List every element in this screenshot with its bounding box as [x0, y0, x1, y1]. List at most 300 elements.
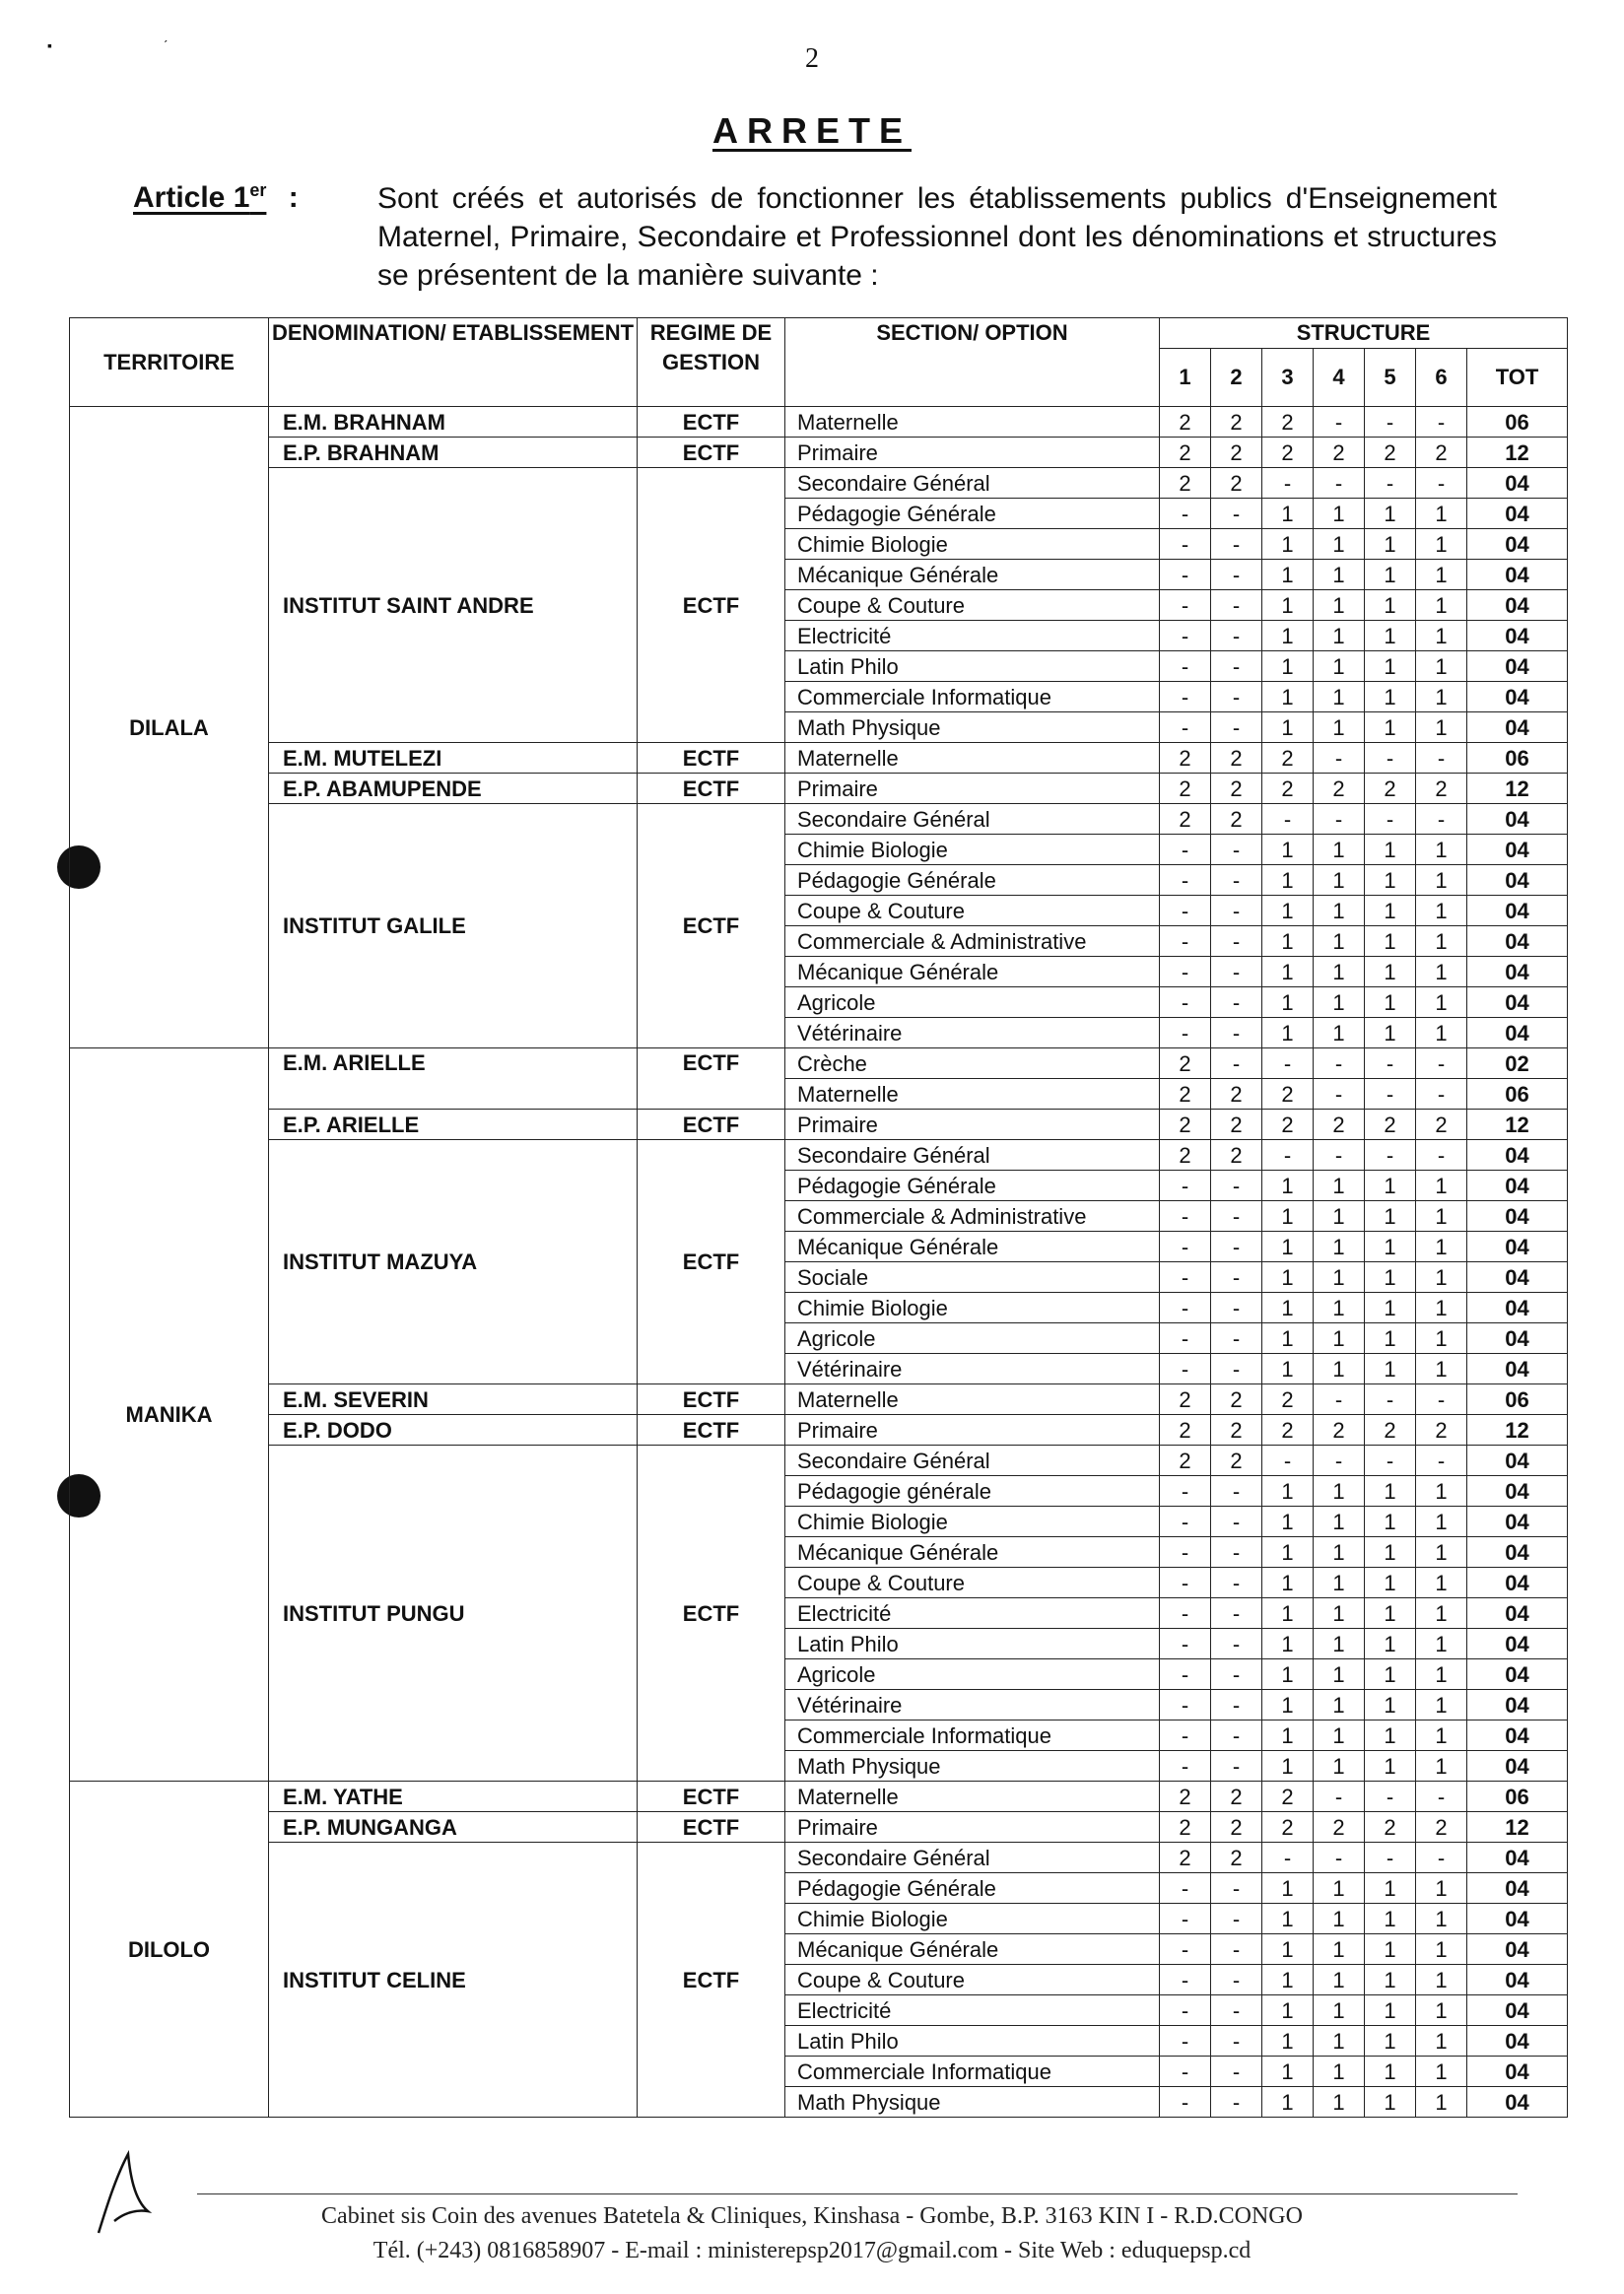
level-cell: 1: [1416, 712, 1467, 743]
level-cell: 1: [1314, 1018, 1365, 1048]
level-cell: 1: [1416, 1476, 1467, 1507]
header-denomination: DENOMINATION/ ETABLISSEMENT: [269, 318, 638, 407]
territory-cell: DILALA: [70, 407, 269, 1048]
level-cell: 1: [1416, 590, 1467, 621]
level-cell: 2: [1314, 1415, 1365, 1446]
level-cell: 1: [1262, 1018, 1314, 1048]
level-cell: 1: [1365, 1354, 1416, 1384]
establishment-cell: INSTITUT MAZUYA: [269, 1140, 638, 1384]
level-cell: -: [1314, 1048, 1365, 1079]
total-cell: 12: [1467, 1415, 1568, 1446]
level-cell: -: [1160, 1751, 1211, 1782]
level-cell: 1: [1365, 1720, 1416, 1751]
level-cell: 1: [1314, 651, 1365, 682]
level-cell: -: [1314, 1782, 1365, 1812]
level-cell: 1: [1416, 1323, 1467, 1354]
table-row: [70, 1812, 1568, 1843]
level-cell: -: [1211, 1568, 1262, 1598]
level-cell: 2: [1160, 1415, 1211, 1446]
header-level: 4: [1314, 349, 1365, 407]
section-cell: Primaire: [785, 438, 1160, 468]
level-cell: -: [1160, 682, 1211, 712]
regime-cell: ECTF: [638, 743, 785, 774]
level-cell: 1: [1416, 1629, 1467, 1659]
level-cell: 1: [1262, 926, 1314, 957]
regime-cell: ECTF: [638, 774, 785, 804]
level-cell: -: [1160, 2057, 1211, 2087]
level-cell: -: [1262, 804, 1314, 835]
total-cell: 04: [1467, 1598, 1568, 1629]
level-cell: 1: [1314, 590, 1365, 621]
table-row: [70, 804, 1568, 835]
regime-cell: ECTF: [638, 1812, 785, 1843]
level-cell: 1: [1365, 1568, 1416, 1598]
level-cell: 1: [1365, 682, 1416, 712]
section-cell: Secondaire Général: [785, 1140, 1160, 1171]
level-cell: -: [1211, 1751, 1262, 1782]
level-cell: -: [1211, 1873, 1262, 1904]
level-cell: -: [1314, 1843, 1365, 1873]
level-cell: -: [1211, 2026, 1262, 2057]
level-cell: -: [1211, 1629, 1262, 1659]
level-cell: 1: [1365, 865, 1416, 896]
header-structure: STRUCTURE: [1160, 318, 1568, 349]
level-cell: -: [1160, 1537, 1211, 1568]
total-cell: 04: [1467, 804, 1568, 835]
level-cell: 2: [1416, 1812, 1467, 1843]
level-cell: 2: [1211, 804, 1262, 835]
level-cell: -: [1160, 560, 1211, 590]
level-cell: -: [1211, 682, 1262, 712]
footer-rule: [197, 2193, 1518, 2194]
total-cell: 04: [1467, 682, 1568, 712]
level-cell: 2: [1314, 774, 1365, 804]
total-cell: 04: [1467, 651, 1568, 682]
level-cell: 1: [1416, 1232, 1467, 1262]
level-cell: 1: [1262, 499, 1314, 529]
level-cell: -: [1211, 499, 1262, 529]
level-cell: 2: [1160, 774, 1211, 804]
section-cell: Maternelle: [785, 743, 1160, 774]
total-cell: 04: [1467, 1446, 1568, 1476]
total-cell: 04: [1467, 1629, 1568, 1659]
level-cell: -: [1211, 1537, 1262, 1568]
section-cell: Commerciale & Administrative: [785, 1201, 1160, 1232]
level-cell: 2: [1160, 1079, 1211, 1110]
article-label-text: Article 1: [133, 181, 250, 214]
level-cell: 1: [1262, 896, 1314, 926]
level-cell: 1: [1416, 1934, 1467, 1965]
level-cell: -: [1160, 651, 1211, 682]
level-cell: -: [1160, 865, 1211, 896]
section-cell: Secondaire Général: [785, 1446, 1160, 1476]
regime-cell: ECTF: [638, 1048, 785, 1110]
level-cell: -: [1211, 529, 1262, 560]
total-cell: 04: [1467, 1293, 1568, 1323]
level-cell: -: [1211, 2087, 1262, 2118]
table-row: [70, 1140, 1568, 1171]
level-cell: 1: [1314, 926, 1365, 957]
article-label: [133, 180, 299, 215]
level-cell: -: [1211, 1904, 1262, 1934]
level-cell: 1: [1314, 1476, 1365, 1507]
regime-cell: ECTF: [638, 804, 785, 1048]
level-cell: 1: [1416, 1598, 1467, 1629]
level-cell: -: [1365, 1446, 1416, 1476]
header-section: SECTION/ OPTION: [785, 318, 1160, 407]
level-cell: 1: [1314, 1720, 1365, 1751]
level-cell: 2: [1211, 1140, 1262, 1171]
level-cell: 1: [1262, 2026, 1314, 2057]
level-cell: -: [1160, 621, 1211, 651]
level-cell: 1: [1416, 651, 1467, 682]
total-cell: 06: [1467, 1384, 1568, 1415]
section-cell: Crèche: [785, 1048, 1160, 1079]
level-cell: -: [1160, 957, 1211, 987]
level-cell: 1: [1314, 1598, 1365, 1629]
level-cell: 1: [1365, 1018, 1416, 1048]
total-cell: 04: [1467, 1476, 1568, 1507]
level-cell: 1: [1416, 1873, 1467, 1904]
total-cell: 04: [1467, 712, 1568, 743]
level-cell: -: [1365, 804, 1416, 835]
level-cell: 1: [1262, 1690, 1314, 1720]
level-cell: -: [1211, 865, 1262, 896]
total-cell: 04: [1467, 1873, 1568, 1904]
level-cell: -: [1365, 1843, 1416, 1873]
level-cell: 1: [1365, 1995, 1416, 2026]
section-cell: Math Physique: [785, 2087, 1160, 2118]
level-cell: -: [1160, 1904, 1211, 1934]
level-cell: 1: [1365, 1232, 1416, 1262]
level-cell: 2: [1365, 438, 1416, 468]
level-cell: 1: [1416, 682, 1467, 712]
total-cell: 04: [1467, 1507, 1568, 1537]
header-level: 3: [1262, 349, 1314, 407]
total-cell: 04: [1467, 1995, 1568, 2026]
level-cell: 1: [1314, 499, 1365, 529]
level-cell: -: [1262, 468, 1314, 499]
section-cell: Coupe & Couture: [785, 1965, 1160, 1995]
level-cell: -: [1211, 1995, 1262, 2026]
total-cell: 04: [1467, 1934, 1568, 1965]
level-cell: 1: [1262, 712, 1314, 743]
section-cell: Secondaire Général: [785, 468, 1160, 499]
level-cell: 2: [1211, 468, 1262, 499]
regime-cell: ECTF: [638, 1415, 785, 1446]
table-row: [70, 407, 1568, 438]
level-cell: 1: [1262, 1201, 1314, 1232]
level-cell: -: [1160, 2087, 1211, 2118]
level-cell: 2: [1416, 438, 1467, 468]
level-cell: 1: [1262, 1995, 1314, 2026]
level-cell: 1: [1365, 1751, 1416, 1782]
level-cell: 1: [1416, 987, 1467, 1018]
level-cell: 1: [1416, 1262, 1467, 1293]
level-cell: 1: [1416, 835, 1467, 865]
level-cell: -: [1314, 468, 1365, 499]
total-cell: 12: [1467, 1110, 1568, 1140]
level-cell: 1: [1314, 2026, 1365, 2057]
section-cell: Pédagogie Générale: [785, 1171, 1160, 1201]
level-cell: 1: [1314, 1751, 1365, 1782]
scan-specks: ▪ ˊ: [47, 37, 169, 53]
level-cell: -: [1262, 1446, 1314, 1476]
total-cell: 04: [1467, 1690, 1568, 1720]
level-cell: -: [1160, 1934, 1211, 1965]
regime-cell: ECTF: [638, 438, 785, 468]
level-cell: -: [1160, 590, 1211, 621]
level-cell: 1: [1416, 2026, 1467, 2057]
total-cell: 04: [1467, 468, 1568, 499]
level-cell: 2: [1160, 1140, 1211, 1171]
level-cell: -: [1211, 1690, 1262, 1720]
level-cell: 1: [1365, 1537, 1416, 1568]
level-cell: -: [1314, 1446, 1365, 1476]
level-cell: 1: [1365, 712, 1416, 743]
level-cell: 1: [1416, 1201, 1467, 1232]
level-cell: 1: [1262, 1323, 1314, 1354]
level-cell: 1: [1365, 1293, 1416, 1323]
level-cell: -: [1314, 804, 1365, 835]
level-cell: -: [1160, 896, 1211, 926]
level-cell: 2: [1262, 438, 1314, 468]
regime-cell: ECTF: [638, 468, 785, 743]
level-cell: -: [1211, 1201, 1262, 1232]
level-cell: 1: [1314, 560, 1365, 590]
level-cell: 2: [1262, 774, 1314, 804]
section-cell: Latin Philo: [785, 1629, 1160, 1659]
total-cell: 02: [1467, 1048, 1568, 1079]
total-cell: 06: [1467, 1782, 1568, 1812]
level-cell: 1: [1262, 1751, 1314, 1782]
level-cell: -: [1365, 1079, 1416, 1110]
level-cell: 1: [1314, 1659, 1365, 1690]
section-cell: Commerciale Informatique: [785, 682, 1160, 712]
level-cell: 1: [1365, 1262, 1416, 1293]
level-cell: 1: [1416, 621, 1467, 651]
section-cell: Chimie Biologie: [785, 529, 1160, 560]
total-cell: 04: [1467, 1323, 1568, 1354]
level-cell: -: [1416, 804, 1467, 835]
level-cell: 1: [1416, 957, 1467, 987]
level-cell: 1: [1314, 987, 1365, 1018]
total-cell: 04: [1467, 560, 1568, 590]
level-cell: 2: [1262, 1110, 1314, 1140]
level-cell: 2: [1416, 774, 1467, 804]
document-title: ARRETE: [711, 110, 912, 151]
section-cell: Chimie Biologie: [785, 1293, 1160, 1323]
level-cell: -: [1211, 712, 1262, 743]
section-cell: Vétérinaire: [785, 1018, 1160, 1048]
level-cell: 1: [1314, 682, 1365, 712]
level-cell: 1: [1314, 1873, 1365, 1904]
level-cell: 2: [1211, 1079, 1262, 1110]
level-cell: -: [1211, 896, 1262, 926]
level-cell: 2: [1211, 1384, 1262, 1415]
level-cell: 1: [1365, 2087, 1416, 2118]
level-cell: 1: [1314, 1904, 1365, 1934]
level-cell: 2: [1211, 743, 1262, 774]
total-cell: 04: [1467, 1140, 1568, 1171]
section-cell: Vétérinaire: [785, 1354, 1160, 1384]
level-cell: 1: [1416, 1904, 1467, 1934]
table-row: [70, 438, 1568, 468]
regime-cell: ECTF: [638, 1446, 785, 1782]
total-cell: 04: [1467, 2087, 1568, 2118]
level-cell: 2: [1262, 1812, 1314, 1843]
section-cell: Mécanique Générale: [785, 957, 1160, 987]
level-cell: -: [1160, 1690, 1211, 1720]
total-cell: 04: [1467, 1965, 1568, 1995]
total-cell: 04: [1467, 865, 1568, 896]
level-cell: 1: [1365, 590, 1416, 621]
article-label-sup: er: [249, 180, 267, 200]
level-cell: -: [1365, 1782, 1416, 1812]
section-cell: Coupe & Couture: [785, 590, 1160, 621]
level-cell: 1: [1365, 1873, 1416, 1904]
level-cell: -: [1211, 1262, 1262, 1293]
level-cell: -: [1160, 926, 1211, 957]
total-cell: 04: [1467, 1171, 1568, 1201]
level-cell: -: [1211, 1232, 1262, 1262]
level-cell: 1: [1314, 1262, 1365, 1293]
table-row: [70, 743, 1568, 774]
section-cell: Mécanique Générale: [785, 560, 1160, 590]
level-cell: -: [1160, 1201, 1211, 1232]
total-cell: 04: [1467, 835, 1568, 865]
level-cell: -: [1160, 1995, 1211, 2026]
total-cell: 04: [1467, 1659, 1568, 1690]
level-cell: 2: [1160, 804, 1211, 835]
level-cell: -: [1160, 1507, 1211, 1537]
level-cell: 1: [1365, 835, 1416, 865]
level-cell: 1: [1314, 1323, 1365, 1354]
level-cell: 2: [1262, 1415, 1314, 1446]
section-cell: Pédagogie générale: [785, 1476, 1160, 1507]
section-cell: Secondaire Général: [785, 1843, 1160, 1873]
level-cell: -: [1416, 1140, 1467, 1171]
level-cell: -: [1416, 468, 1467, 499]
level-cell: -: [1160, 1720, 1211, 1751]
level-cell: 1: [1262, 1873, 1314, 1904]
header-territoire: TERRITOIRE: [70, 318, 269, 407]
header-regime: REGIME DE GESTION: [638, 318, 785, 407]
level-cell: 1: [1262, 1904, 1314, 1934]
level-cell: 1: [1262, 1293, 1314, 1323]
level-cell: 2: [1262, 1384, 1314, 1415]
section-cell: Math Physique: [785, 1751, 1160, 1782]
level-cell: 1: [1365, 1659, 1416, 1690]
level-cell: -: [1416, 1446, 1467, 1476]
level-cell: 1: [1416, 1751, 1467, 1782]
level-cell: -: [1365, 468, 1416, 499]
level-cell: 1: [1314, 529, 1365, 560]
level-cell: 1: [1416, 896, 1467, 926]
section-cell: Commerciale Informatique: [785, 1720, 1160, 1751]
total-cell: 04: [1467, 957, 1568, 987]
level-cell: 1: [1262, 590, 1314, 621]
level-cell: 1: [1314, 1171, 1365, 1201]
establishment-cell: E.P. ARIELLE: [269, 1110, 638, 1140]
level-cell: 1: [1365, 1598, 1416, 1629]
section-cell: Mécanique Générale: [785, 1232, 1160, 1262]
section-cell: Sociale: [785, 1262, 1160, 1293]
level-cell: 2: [1160, 1048, 1211, 1079]
regime-cell: ECTF: [638, 1782, 785, 1812]
section-cell: Electricité: [785, 621, 1160, 651]
total-cell: 04: [1467, 1262, 1568, 1293]
level-cell: 1: [1314, 1995, 1365, 2026]
header-level: 2: [1211, 349, 1262, 407]
level-cell: 1: [1416, 1507, 1467, 1537]
level-cell: -: [1211, 926, 1262, 957]
level-cell: 1: [1365, 896, 1416, 926]
establishment-cell: E.M. MUTELEZI: [269, 743, 638, 774]
total-cell: 04: [1467, 1843, 1568, 1873]
level-cell: 1: [1416, 1354, 1467, 1384]
level-cell: 2: [1211, 1812, 1262, 1843]
level-cell: -: [1160, 1965, 1211, 1995]
level-cell: -: [1211, 1018, 1262, 1048]
level-cell: -: [1211, 835, 1262, 865]
level-cell: -: [1160, 1323, 1211, 1354]
level-cell: 2: [1211, 1843, 1262, 1873]
level-cell: 2: [1365, 1110, 1416, 1140]
level-cell: -: [1416, 743, 1467, 774]
level-cell: -: [1416, 407, 1467, 438]
table-row: [70, 1415, 1568, 1446]
level-cell: 1: [1365, 1965, 1416, 1995]
level-cell: 1: [1365, 1934, 1416, 1965]
level-cell: -: [1416, 1782, 1467, 1812]
level-cell: 1: [1262, 529, 1314, 560]
total-cell: 12: [1467, 1812, 1568, 1843]
section-cell: Latin Philo: [785, 651, 1160, 682]
total-cell: 04: [1467, 1904, 1568, 1934]
section-cell: Primaire: [785, 774, 1160, 804]
level-cell: -: [1211, 1659, 1262, 1690]
level-cell: 1: [1262, 1537, 1314, 1568]
section-cell: Agricole: [785, 987, 1160, 1018]
total-cell: 04: [1467, 987, 1568, 1018]
level-cell: 1: [1314, 712, 1365, 743]
regime-cell: ECTF: [638, 1843, 785, 2118]
level-cell: -: [1160, 1629, 1211, 1659]
level-cell: -: [1160, 499, 1211, 529]
section-cell: Commerciale & Administrative: [785, 926, 1160, 957]
header-level: 1: [1160, 349, 1211, 407]
level-cell: 1: [1314, 1965, 1365, 1995]
establishments-table: [69, 317, 1568, 2118]
total-cell: 04: [1467, 1537, 1568, 1568]
level-cell: 1: [1416, 1995, 1467, 2026]
level-cell: 2: [1314, 438, 1365, 468]
level-cell: -: [1314, 1384, 1365, 1415]
establishment-cell: INSTITUT SAINT ANDRE: [269, 468, 638, 743]
establishment-cell: INSTITUT PUNGU: [269, 1446, 638, 1782]
territory-cell: DILOLO: [70, 1782, 269, 2118]
section-cell: Electricité: [785, 1995, 1160, 2026]
level-cell: 1: [1314, 1201, 1365, 1232]
level-cell: 1: [1262, 987, 1314, 1018]
level-cell: -: [1160, 1262, 1211, 1293]
level-cell: -: [1160, 712, 1211, 743]
level-cell: -: [1211, 621, 1262, 651]
level-cell: 2: [1160, 407, 1211, 438]
section-cell: Pédagogie Générale: [785, 865, 1160, 896]
level-cell: -: [1211, 1934, 1262, 1965]
